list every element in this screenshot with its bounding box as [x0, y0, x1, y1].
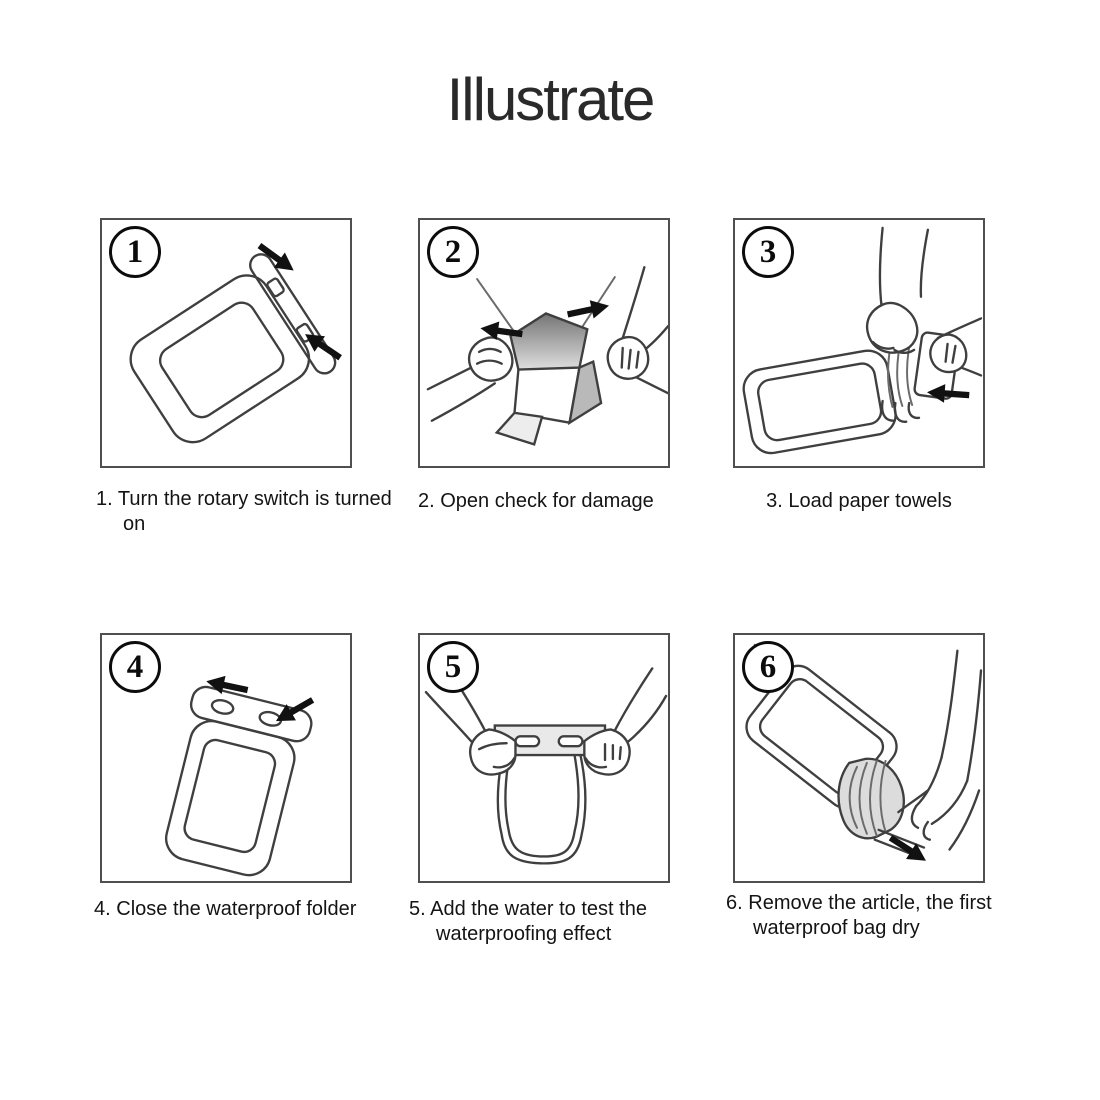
bag-side-shaded: [570, 362, 601, 423]
clasp-button: [266, 278, 284, 298]
step-5-number-badge: 5: [427, 641, 479, 693]
hanging-bag: [498, 755, 586, 863]
step-5-panel: [418, 633, 670, 883]
pouch-outline: [741, 348, 899, 457]
step-3-panel: [733, 218, 985, 468]
arrow-icon: [566, 297, 611, 324]
pouch-window: [182, 738, 277, 855]
step-2-panel: [418, 218, 670, 468]
clasp-button: [211, 698, 235, 716]
step-3-caption: 3. Load paper towels: [766, 490, 952, 512]
arrow-icon: [254, 238, 299, 278]
clasp-bar: [188, 684, 314, 744]
step-1-number-badge: 1: [109, 226, 161, 278]
pouch-body: [122, 266, 318, 451]
step-1-caption: 1. Turn the rotary switch is turned on: [96, 488, 392, 535]
finger-tips: [882, 401, 919, 422]
rolled-band: [839, 759, 904, 839]
step-4-number-badge: 4: [109, 641, 161, 693]
step-5-caption: 5. Add the water to test the waterproofing effect: [409, 898, 647, 945]
step-2-number-badge: 2: [427, 226, 479, 278]
right-hand: [898, 651, 981, 850]
pouch-outline: [117, 250, 339, 461]
right-hand: [584, 668, 666, 774]
page-title: Illustrate: [446, 66, 654, 133]
clasp-slot: [559, 736, 583, 746]
bag-flap: [497, 413, 542, 444]
clasp-slot: [515, 736, 539, 746]
step-6-number-badge: 6: [742, 641, 794, 693]
step-1-panel: [100, 218, 352, 468]
step-4-panel: [100, 633, 352, 883]
top-hand: [867, 228, 928, 353]
step-3-number-badge: 3: [742, 226, 794, 278]
step-4-caption: 4. Close the waterproof folder: [94, 898, 357, 920]
bag-mouth-opening: [511, 313, 588, 369]
step-6-panel: [733, 633, 985, 883]
right-hand: [930, 318, 981, 375]
left-hand: [428, 338, 512, 421]
pouch-body: [162, 717, 299, 880]
right-hand: [608, 267, 668, 393]
step-6-caption: 6. Remove the article, the first waterproof bag dry: [726, 892, 992, 939]
step-2-caption: 2. Open check for damage: [418, 490, 654, 512]
